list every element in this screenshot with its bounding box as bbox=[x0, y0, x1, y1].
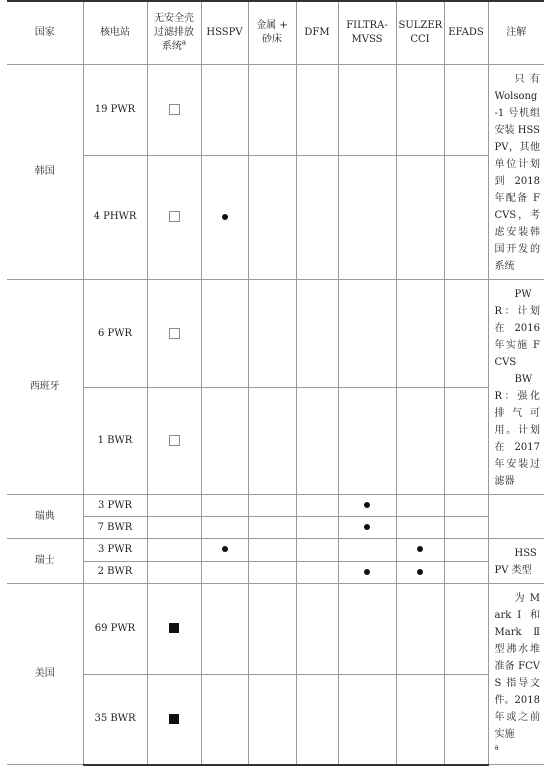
filtra-cell bbox=[338, 495, 396, 517]
header-hsspv: HSSPV bbox=[201, 1, 248, 65]
hsspv-cell bbox=[201, 517, 248, 539]
table-row bbox=[7, 65, 544, 156]
filtra-cell bbox=[338, 517, 396, 539]
table-row bbox=[7, 155, 544, 279]
dfm-cell bbox=[296, 517, 338, 539]
dot-icon bbox=[364, 524, 370, 530]
note-usa-footnote: a bbox=[494, 743, 499, 752]
efads-cell bbox=[444, 155, 488, 279]
no-filter-cell bbox=[147, 584, 201, 675]
efads-cell bbox=[444, 65, 488, 156]
dot-icon bbox=[222, 546, 228, 552]
header-no-filter bbox=[147, 1, 201, 65]
note-korea-text: 只有 Wolsong-1 号机组安装 HSSPV，其他单位计划到 2018 年配备 FCVS，考虑安装韩国开发的系统 bbox=[494, 74, 540, 272]
header-row bbox=[7, 1, 544, 65]
efads-cell bbox=[444, 517, 488, 539]
header-no-filter-footnote: a bbox=[181, 38, 187, 47]
efads-cell bbox=[444, 495, 488, 517]
checkbox-icon bbox=[169, 435, 180, 446]
table-row bbox=[7, 539, 544, 562]
dot-icon bbox=[364, 569, 370, 575]
dfm-cell bbox=[296, 584, 338, 675]
dot-icon bbox=[222, 214, 228, 220]
header-sulzer: SULZER CCI bbox=[396, 1, 444, 65]
sulzer-cell bbox=[396, 539, 444, 562]
plant-cell: 35 BWR bbox=[83, 674, 147, 765]
dfm-cell bbox=[296, 388, 338, 495]
metal-sand-cell bbox=[248, 65, 296, 156]
hsspv-cell bbox=[201, 155, 248, 279]
header-metal-sand: 金属 + 砂床 bbox=[248, 1, 296, 65]
country-cell: 瑞士 bbox=[7, 539, 83, 584]
dfm-cell bbox=[296, 155, 338, 279]
sulzer-cell bbox=[396, 674, 444, 765]
plant-cell: 3 PWR bbox=[83, 495, 147, 517]
hsspv-cell bbox=[201, 280, 248, 388]
no-filter-cell bbox=[147, 280, 201, 388]
efads-cell bbox=[444, 561, 488, 584]
country-cell: 美国 bbox=[7, 584, 83, 765]
plant-cell: 4 PHWR bbox=[83, 155, 147, 279]
dfm-cell bbox=[296, 561, 338, 584]
hsspv-cell bbox=[201, 539, 248, 562]
no-filter-cell bbox=[147, 65, 201, 156]
note-spain-pwr-text: PWR：计划在 2016 年实施 FCVS bbox=[494, 289, 540, 368]
filtra-cell bbox=[338, 65, 396, 156]
no-filter-cell bbox=[147, 561, 201, 584]
efads-cell bbox=[444, 388, 488, 495]
metal-sand-cell bbox=[248, 495, 296, 517]
no-filter-cell bbox=[147, 674, 201, 765]
metal-sand-cell bbox=[248, 539, 296, 562]
filtra-cell bbox=[338, 388, 396, 495]
dfm-cell bbox=[296, 65, 338, 156]
header-dfm: DFM bbox=[296, 1, 338, 65]
no-filter-cell bbox=[147, 495, 201, 517]
header-filtra: FILTRA-MVSS bbox=[338, 1, 396, 65]
efads-cell bbox=[444, 584, 488, 675]
filtra-cell bbox=[338, 674, 396, 765]
table-row bbox=[7, 517, 544, 539]
country-cell: 瑞典 bbox=[7, 495, 83, 539]
dot-icon bbox=[364, 502, 370, 508]
filtra-cell bbox=[338, 584, 396, 675]
note-korea bbox=[488, 65, 544, 280]
note-spain-bwr-text: BWR：强化排气可用。计划在 2017 年安装过滤器 bbox=[494, 374, 540, 487]
metal-sand-cell bbox=[248, 517, 296, 539]
country-cell: 西班牙 bbox=[7, 280, 83, 495]
note-spain bbox=[488, 280, 544, 495]
plant-cell: 3 PWR bbox=[83, 539, 147, 562]
note-usa bbox=[488, 584, 544, 765]
header-plant: 核电站 bbox=[83, 1, 147, 65]
filtra-cell bbox=[338, 280, 396, 388]
filled-square-icon bbox=[169, 714, 179, 724]
efads-cell bbox=[444, 674, 488, 765]
hsspv-cell bbox=[201, 561, 248, 584]
metal-sand-cell bbox=[248, 155, 296, 279]
metal-sand-cell bbox=[248, 561, 296, 584]
header-country: 国家 bbox=[7, 1, 83, 65]
table-row bbox=[7, 674, 544, 765]
country-cell: 韩国 bbox=[7, 65, 83, 280]
no-filter-cell bbox=[147, 155, 201, 279]
hsspv-cell bbox=[201, 584, 248, 675]
no-filter-cell bbox=[147, 539, 201, 562]
no-filter-cell bbox=[147, 388, 201, 495]
header-no-filter-text: 无安全壳过滤排放系统 bbox=[154, 13, 194, 52]
filtra-cell bbox=[338, 155, 396, 279]
note-switzerland-text: HSSPV 类型 bbox=[494, 548, 537, 576]
table-row bbox=[7, 280, 544, 388]
note-sweden bbox=[488, 495, 544, 539]
sulzer-cell bbox=[396, 561, 444, 584]
note-switzerland bbox=[488, 539, 544, 584]
plant-cell: 69 PWR bbox=[83, 584, 147, 675]
table-row bbox=[7, 388, 544, 495]
sulzer-cell bbox=[396, 388, 444, 495]
checkbox-icon bbox=[169, 211, 180, 222]
checkbox-icon bbox=[169, 104, 180, 115]
checkbox-icon bbox=[169, 328, 180, 339]
no-filter-cell bbox=[147, 517, 201, 539]
sulzer-cell bbox=[396, 65, 444, 156]
header-efads: EFADS bbox=[444, 1, 488, 65]
dfm-cell bbox=[296, 539, 338, 562]
sulzer-cell bbox=[396, 280, 444, 388]
dot-icon bbox=[417, 569, 423, 575]
dfm-cell bbox=[296, 280, 338, 388]
filled-square-icon bbox=[169, 623, 179, 633]
efads-cell bbox=[444, 280, 488, 388]
filtra-cell bbox=[338, 561, 396, 584]
header-notes: 注解 bbox=[488, 1, 544, 65]
plant-cell: 1 BWR bbox=[83, 388, 147, 495]
metal-sand-cell bbox=[248, 584, 296, 675]
filtra-cell bbox=[338, 539, 396, 562]
hsspv-cell bbox=[201, 388, 248, 495]
table-row bbox=[7, 495, 544, 517]
dot-icon bbox=[417, 546, 423, 552]
plant-cell: 19 PWR bbox=[83, 65, 147, 156]
dfm-cell bbox=[296, 674, 338, 765]
hsspv-cell bbox=[201, 495, 248, 517]
metal-sand-cell bbox=[248, 674, 296, 765]
metal-sand-cell bbox=[248, 280, 296, 388]
table-row bbox=[7, 584, 544, 675]
sulzer-cell bbox=[396, 155, 444, 279]
hsspv-cell bbox=[201, 65, 248, 156]
metal-sand-cell bbox=[248, 388, 296, 495]
dfm-cell bbox=[296, 495, 338, 517]
plant-cell: 7 BWR bbox=[83, 517, 147, 539]
sulzer-cell bbox=[396, 584, 444, 675]
sulzer-cell bbox=[396, 517, 444, 539]
table-container bbox=[7, 0, 544, 766]
hsspv-cell bbox=[201, 674, 248, 765]
plant-cell: 6 PWR bbox=[83, 280, 147, 388]
plant-cell: 2 BWR bbox=[83, 561, 147, 584]
efads-cell bbox=[444, 539, 488, 562]
table-row bbox=[7, 561, 544, 584]
fcvs-status-table bbox=[7, 0, 544, 766]
note-usa-text: 为 Mark Ⅰ 和 Mark Ⅱ型沸水堆准备 FCVS 指导文件。2018 年或之前实施 bbox=[494, 593, 540, 740]
sulzer-cell bbox=[396, 495, 444, 517]
